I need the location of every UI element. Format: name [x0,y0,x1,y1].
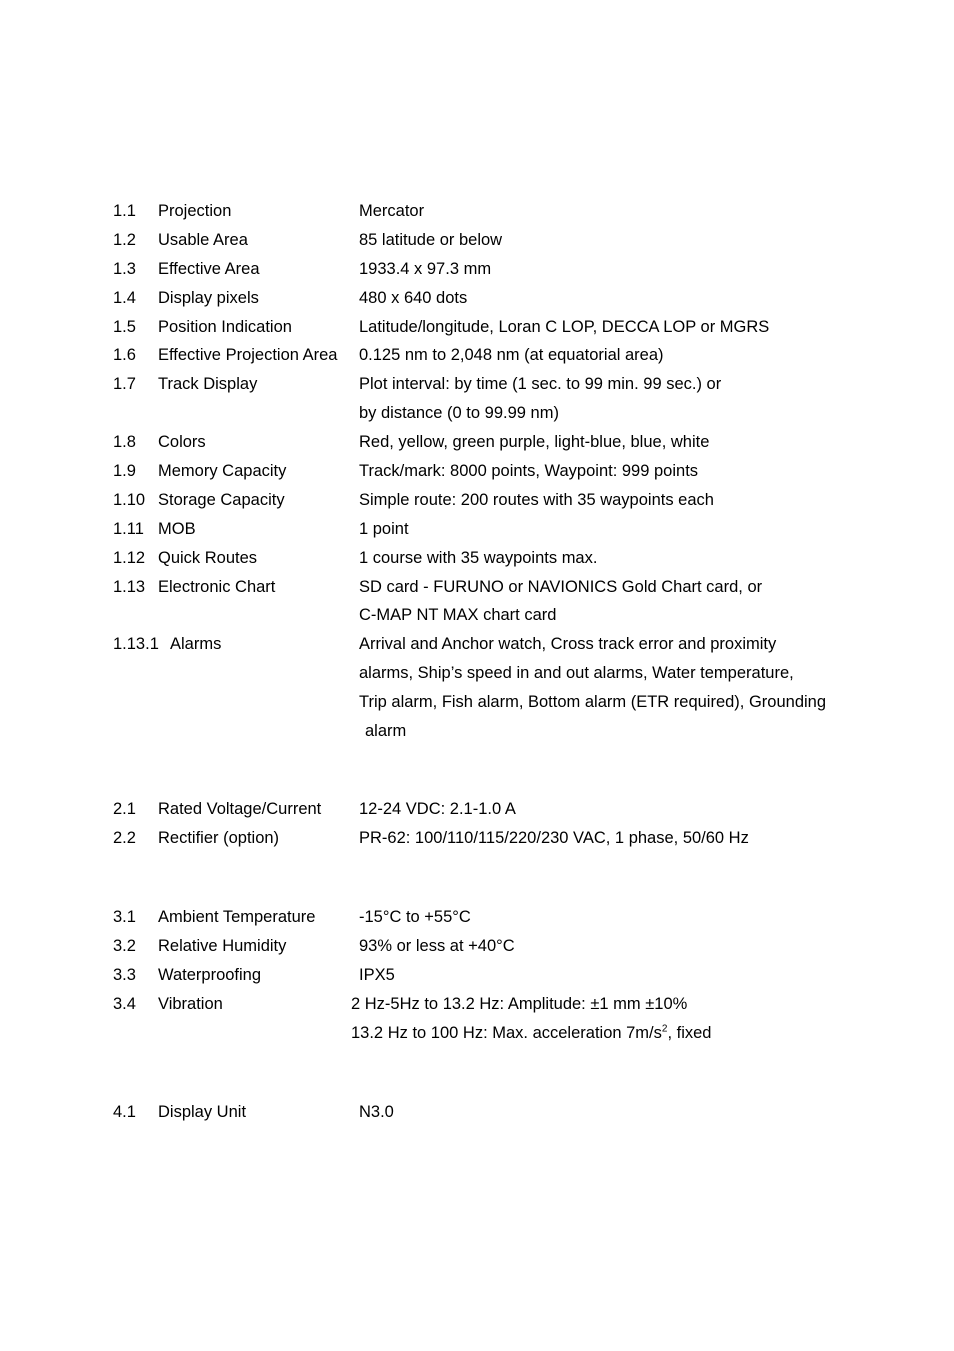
spec-row [113,795,913,824]
spec-value: Latitude/longitude, Loran C LOP, DECCA LOP or MGRS [359,317,770,336]
spec-label: Vibration [158,994,223,1013]
spec-label: Ambient Temperature [158,908,316,926]
spec-row [113,197,913,226]
spec-label: Position Indication [158,317,292,336]
spec-row [113,428,913,457]
spec-row [113,630,913,659]
spec-section-1 [113,197,913,746]
spec-label: Colors [158,433,206,452]
spec-label: Effective Area [158,259,260,278]
spec-value: SD card - FURUNO or NAVIONICS Gold Chart card, or [359,577,763,596]
spec-row-continuation [113,659,913,688]
spec-row [113,903,913,932]
spec-section-3 [113,903,913,1047]
spec-value: -15°C to +55°C [359,908,471,926]
spec-row-continuation [113,399,913,428]
spec-number: 1.7 [113,375,136,394]
spec-value: N3.0 [359,1103,394,1121]
spec-value-continued: C-MAP NT MAX chart card [359,606,557,625]
spec-section-4 [113,1098,913,1127]
spec-number: 1.6 [113,346,136,365]
spec-label: Memory Capacity [158,462,287,481]
spec-row [113,515,913,544]
spec-row [113,961,913,990]
spec-number: 1.2 [113,230,136,249]
spec-row-continuation [113,717,913,746]
spec-row-continuation [113,601,913,630]
spec-label: Relative Humidity [158,936,287,955]
spec-label: Effective Projection Area [158,346,338,365]
spec-value-continued: alarms, Ship’s speed in and out alarms, Water temperature, [359,664,794,683]
spec-label: Storage Capacity [158,490,285,509]
spec-label: Display Unit [158,1103,247,1121]
spec-number: 3.1 [113,908,136,926]
spec-number: 1.9 [113,462,136,481]
spec-value: PR-62: 100/110/115/220/230 VAC, 1 phase, 50/60 Hz [359,828,749,847]
spec-value-continued: Trip alarm, Fish alarm, Bottom alarm (ETR required), Grounding [359,693,827,712]
spec-value: 2 Hz-5Hz to 13.2 Hz: Amplitude: ±1 mm ±10% [351,994,688,1013]
spec-number: 4.1 [113,1103,136,1121]
spec-row [113,824,913,853]
spec-value: 1933.4 x 97.3 mm [359,259,492,278]
spec-value-text: , fixed [667,1023,712,1042]
spec-value: Red, yellow, green purple, light-blue, blue, white [359,433,710,452]
spec-value: Track/mark: 8000 points, Waypoint: 999 points [359,462,699,481]
spec-label: Rectifier (option) [158,828,280,847]
spec-label: Waterproofing [158,965,262,984]
spec-row [113,1098,913,1127]
spec-label: Quick Routes [158,548,258,567]
spec-row [113,486,913,515]
spec-row [113,226,913,255]
spec-number: 3.3 [113,965,136,984]
spec-label: Alarms [170,635,222,654]
spec-value: IPX5 [359,965,395,984]
spec-value-text: alarm [365,722,407,741]
spec-row [113,341,913,370]
spec-row [113,544,913,573]
spec-label: Rated Voltage/Current [158,800,322,818]
spec-value: 85 latitude or below [359,230,503,249]
spec-number: 1.10 [113,490,146,509]
spec-value-continued [359,717,406,746]
spec-number: 1.11 [113,519,144,538]
spec-value-continued [351,1019,711,1048]
spec-value: 0.125 nm to 2,048 nm (at equatorial area) [359,346,664,365]
spec-value: Plot interval: by time (1 sec. to 99 min. 99 sec.) or [359,375,722,394]
spec-value: Mercator [359,202,425,220]
spec-row [113,313,913,342]
spec-number: 1.12 [113,548,146,567]
spec-number: 1.13.1 [113,635,159,654]
spec-number: 1.1 [113,202,136,220]
spec-number: 1.4 [113,288,136,307]
spec-number: 1.13 [113,577,146,596]
spec-row [113,284,913,313]
spec-value: 1 point [359,519,409,538]
spec-value: Simple route: 200 routes with 35 waypoints each [359,490,714,509]
spec-label: Electronic Chart [158,577,276,596]
spec-value: Arrival and Anchor watch, Cross track error and proximity [359,635,777,654]
spec-row-continuation [113,688,913,717]
spec-value: 93% or less at +40°C [359,936,515,955]
spec-number: 2.2 [113,828,136,847]
spec-number: 3.2 [113,936,136,955]
spec-row [113,932,913,961]
spec-number: 1.8 [113,433,136,452]
spec-value: 480 x 640 dots [359,288,468,307]
superscript-exponent: 2 [661,1023,668,1035]
spec-row [113,370,913,399]
spec-label: Projection [158,202,232,220]
spec-value-text: 13.2 Hz to 100 Hz: Max. acceleration 7m/s [351,1023,662,1042]
spec-number: 1.3 [113,259,136,278]
spec-number: 1.5 [113,317,136,336]
spec-label: Track Display [158,375,258,394]
spec-row [113,255,913,284]
spec-number: 3.4 [113,994,136,1013]
spec-row [113,990,913,1019]
spec-section-2 [113,795,913,853]
spec-row-continuation [113,1019,913,1048]
spec-value-continued: by distance (0 to 99.99 nm) [359,404,559,423]
spec-label: Display pixels [158,288,259,307]
spec-number: 2.1 [113,800,136,818]
spec-row [113,573,913,602]
spec-label: Usable Area [158,230,248,249]
spec-label: MOB [158,519,196,538]
spec-value: 1 course with 35 waypoints max. [359,548,598,567]
spec-value: 12-24 VDC: 2.1-1.0 A [359,800,516,818]
spec-row [113,457,913,486]
